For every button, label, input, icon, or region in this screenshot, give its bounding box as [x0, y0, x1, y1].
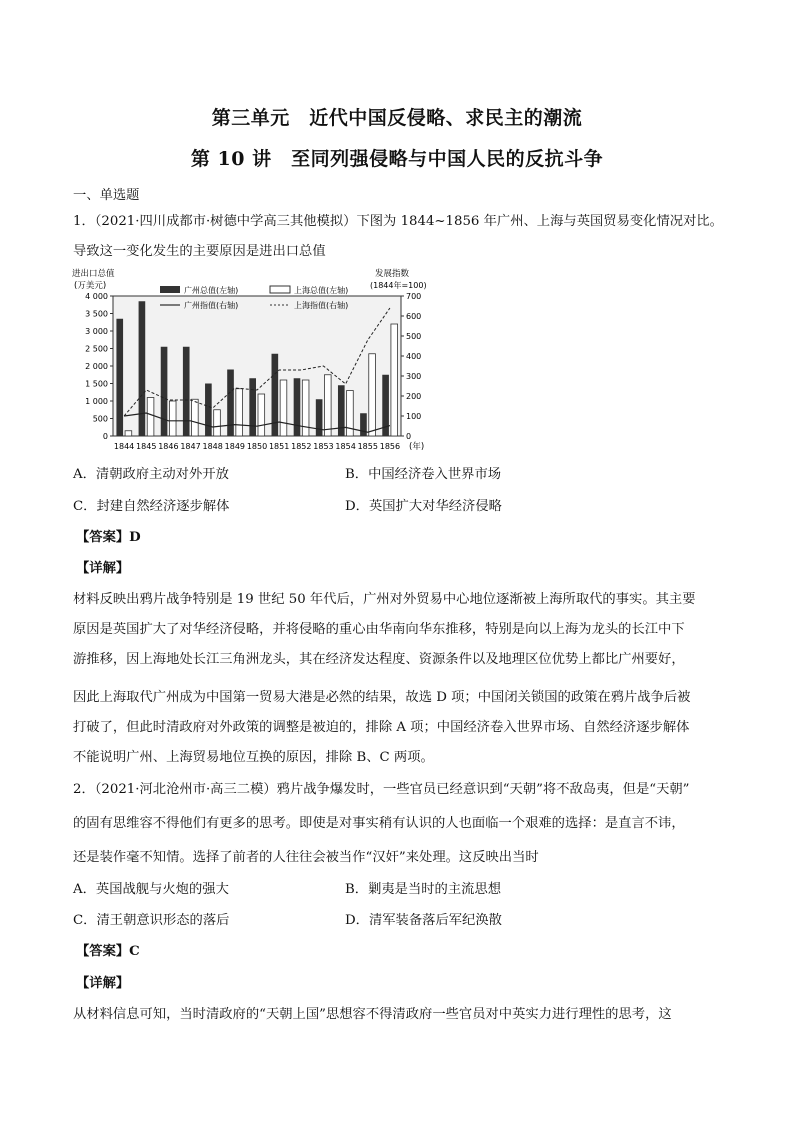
bar-guangzhou-total: [116, 319, 123, 436]
q1-explanation-line: 原因是英国扩大了对华经济侵略，并将侵略的重心由华南向华东推移，特别是向以上海为龙头的长江中下: [73, 622, 685, 637]
bar-shanghai-total: [324, 375, 331, 436]
q2-option-d[interactable]: D．清军装备落后军纪涣散: [345, 913, 502, 928]
plot-frame: [113, 296, 401, 436]
q1-stem-line2: 导致这一变化发生的主要原因是进出口总值: [73, 244, 326, 259]
x-tick-label: 1850: [246, 442, 268, 451]
x-tick-label: 1846: [158, 442, 179, 451]
unit-title: 第三单元 近代中国反侵略、求民主的潮流: [211, 107, 583, 129]
q2-answer: 【答案】C: [76, 944, 140, 959]
x-tick-label: 1854: [335, 442, 356, 451]
bar-guangzhou-total: [360, 413, 367, 436]
q1-explanation-line: 游推移，因上海地处长江三角洲龙头，其在经济发达程度、资源条件以及地理区位优势上都比广州要好，: [73, 652, 685, 667]
y-right-label-2: (1844年=100): [370, 281, 427, 290]
q2-stem-line: 的固有思维容不得他们有更多的思考。即使是对事实稍有认识的人也面临一个艰难的选择：是直言不讳，: [73, 816, 685, 831]
bar-shanghai-total: [192, 399, 199, 436]
left-tick-label: 1 500: [85, 379, 108, 389]
q1-explanation-line: 打破了，但此时清政府对外政策的调整是被迫的，排除 A 项；中国经济卷入世界市场、自然经济逐步解体: [73, 720, 690, 735]
q1-explanation-line: 材料反映出鸦片战争特别是 19 世纪 50 年代后，广州对外贸易中心地位逐渐被上海所取代的事实。其主要: [73, 592, 696, 607]
right-tick-label: 600: [406, 312, 422, 321]
q1-stem-line1: 1．（2021·四川成都市·树德中学高三其他模拟）下图为 1844~1856 年广州、上海与英国贸易变化情况对比。: [73, 214, 723, 229]
bar-shanghai-total: [236, 389, 243, 436]
left-tick-label: 500: [92, 414, 108, 424]
legend-swatch-shanghai-total: [270, 286, 290, 293]
left-tick-label: 2 500: [85, 344, 108, 354]
right-tick-label: 100: [406, 412, 422, 421]
q1-detail-label: 【详解】: [76, 561, 130, 576]
x-tick-label: 1849: [224, 442, 246, 451]
left-tick-label: 3 500: [85, 309, 108, 319]
x-tick-label: 1848: [202, 442, 223, 451]
section-heading: 一、单选题: [73, 188, 140, 203]
q2-stem-line: 还是装作毫不知情。选择了前者的人往往会被当作“汉奸”来处理。这反映出当时: [73, 850, 539, 865]
left-tick-label: 3 000: [85, 327, 108, 336]
q2-detail-label: 【详解】: [76, 976, 130, 991]
lecture-title: 第 10 讲 至同列强侵略与中国人民的反抗斗争: [190, 148, 604, 170]
q1-explanation-line: 不能说明广州、上海贸易地位互换的原因，排除 B、C 两项。: [73, 750, 434, 765]
right-tick-label: 200: [406, 392, 422, 401]
q2-option-a[interactable]: A．英国战舰与火炮的强大: [73, 882, 229, 897]
left-tick-label: 1 000: [85, 397, 108, 406]
right-tick-label: 700: [406, 292, 422, 301]
x-tick-label: 1852: [291, 442, 312, 451]
x-tick-label: 1851: [268, 442, 290, 451]
bar-guangzhou-total: [161, 347, 168, 436]
x-tick-label: 1847: [180, 442, 201, 451]
q2-option-b[interactable]: B．剿夷是当时的主流思想: [345, 882, 502, 897]
y-right-label-1: 发展指数: [375, 269, 410, 279]
x-axis-unit: (年): [409, 442, 425, 452]
legend-guangzhou-total: 广州总值(左轴): [184, 286, 239, 295]
bar-shanghai-total: [169, 401, 176, 436]
q1-explanation-line: 因此上海取代广州成为中国第一贸易大港是必然的结果，故选 D 项；中国闭关锁国的政策在鸦片战争后被: [73, 690, 691, 705]
legend-swatch-guangzhou-total: [160, 286, 180, 293]
bar-shanghai-total: [214, 410, 221, 436]
bar-guangzhou-total: [316, 399, 323, 436]
right-tick-label: 500: [406, 332, 422, 341]
x-tick-label: 1844: [113, 442, 135, 451]
left-tick-label: 0: [102, 432, 108, 441]
left-tick-label: 2 000: [85, 362, 108, 371]
bar-shanghai-total: [369, 354, 376, 436]
x-tick-label: 1853: [313, 442, 334, 451]
left-tick-label: 4 000: [85, 292, 108, 301]
q1-option-b[interactable]: B．中国经济卷入世界市场: [345, 467, 502, 482]
q1-answer: 【答案】D: [76, 530, 141, 545]
bar-guangzhou-total: [294, 378, 301, 436]
bar-shanghai-total: [280, 380, 287, 436]
y-left-label-1: 进出口总值: [72, 269, 115, 279]
q1-option-a[interactable]: A．清朝政府主动对外开放: [73, 467, 229, 482]
bar-shanghai-total: [391, 324, 398, 436]
legend-shanghai-index: 上海指值(右轴): [294, 301, 349, 310]
bar-shanghai-total: [125, 431, 132, 436]
bar-guangzhou-total: [227, 370, 234, 437]
bar-guangzhou-total: [205, 384, 212, 437]
right-tick-label: 400: [406, 352, 422, 361]
legend-shanghai-total: 上海总值(左轴): [294, 286, 349, 295]
q2-stem-line: 2．（2021·河北沧州市·高三二模）鸦片战争爆发时，一些官员已经意识到“天朝”将不敌岛夷，但是“天朝”: [73, 782, 690, 797]
q2-option-c[interactable]: C．清王朝意识形态的落后: [73, 913, 230, 928]
x-tick-label: 1845: [136, 442, 157, 451]
legend-guangzhou-index: 广州指值(右轴): [184, 301, 239, 310]
y-left-label-2: (万美元): [74, 281, 107, 291]
bar-shanghai-total: [147, 398, 154, 437]
q1-option-d[interactable]: D．英国扩大对华经济侵略: [345, 499, 502, 514]
right-tick-label: 300: [406, 372, 422, 381]
bar-guangzhou-total: [249, 378, 256, 436]
x-tick-label: 1855: [357, 442, 378, 451]
q2-explanation-line: 从材料信息可知，当时清政府的“天朝上国”思想容不得清政府一些官员对中英实力进行理性的思考，这: [73, 1007, 672, 1022]
bar-guangzhou-total: [183, 347, 190, 436]
bar-shanghai-total: [258, 394, 265, 436]
right-tick-label: 0: [406, 432, 412, 441]
bar-guangzhou-total: [139, 301, 146, 436]
trade-chart: [70, 265, 432, 455]
x-tick-label: 1856: [379, 442, 401, 451]
q1-option-c[interactable]: C．封建自然经济逐步解体: [73, 499, 230, 514]
